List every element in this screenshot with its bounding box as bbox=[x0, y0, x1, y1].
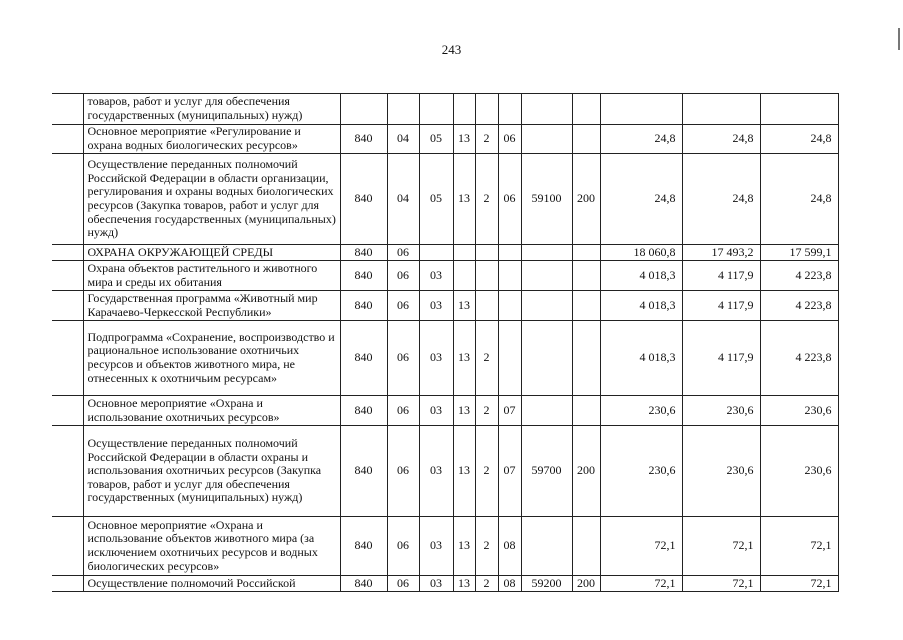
cell-podrazdel: 03 bbox=[419, 291, 453, 321]
cell-margin bbox=[52, 576, 83, 592]
cell-target-subprogram: 2 bbox=[475, 517, 498, 576]
cell-podrazdel: 03 bbox=[419, 396, 453, 426]
cell-target-direction bbox=[521, 94, 572, 125]
cell-amount-2: 24,8 bbox=[682, 125, 760, 154]
cell-expense-type bbox=[572, 291, 600, 321]
cell-amount-3: 72,1 bbox=[760, 517, 838, 576]
cell-target-program: 13 bbox=[453, 291, 475, 321]
cell-target-event bbox=[498, 291, 521, 321]
cell-target-event bbox=[498, 261, 521, 291]
cell-target-subprogram bbox=[475, 245, 498, 261]
cell-expense-type bbox=[572, 321, 600, 396]
table-row bbox=[52, 261, 838, 291]
cell-target-program: 13 bbox=[453, 517, 475, 576]
cell-razdel: 06 bbox=[387, 426, 419, 517]
cell-target-program: 13 bbox=[453, 154, 475, 245]
table-row bbox=[52, 154, 838, 245]
cell-amount-2: 72,1 bbox=[682, 517, 760, 576]
cell-expense-type: 200 bbox=[572, 154, 600, 245]
cell-razdel: 06 bbox=[387, 576, 419, 592]
cell-amount-3: 72,1 bbox=[760, 576, 838, 592]
cell-target-direction: 59700 bbox=[521, 426, 572, 517]
cell-margin bbox=[52, 291, 83, 321]
cell-amount-2: 24,8 bbox=[682, 154, 760, 245]
cell-amount-2: 4 117,9 bbox=[682, 321, 760, 396]
cell-margin bbox=[52, 125, 83, 154]
table-row bbox=[52, 245, 838, 261]
cell-target-program: 13 bbox=[453, 426, 475, 517]
cell-name: Подпрограмма «Сохранение, воспроизводство и рациональное использование охотничьих ресурсов и объектов животного мира, не отнесенных к охотничьим ресурсам» bbox=[83, 321, 340, 396]
cell-expense-type bbox=[572, 94, 600, 125]
cell-glava: 840 bbox=[340, 576, 387, 592]
cell-amount-3: 4 223,8 bbox=[760, 291, 838, 321]
cell-razdel bbox=[387, 94, 419, 125]
cell-name: товаров, работ и услуг для обеспечения государственных (муниципальных) нужд) bbox=[83, 94, 340, 125]
cell-target-direction bbox=[521, 291, 572, 321]
cell-expense-type bbox=[572, 517, 600, 576]
cell-target-event: 07 bbox=[498, 426, 521, 517]
cell-target-direction: 59100 bbox=[521, 154, 572, 245]
table-row bbox=[52, 426, 838, 517]
cell-target-subprogram: 2 bbox=[475, 426, 498, 517]
cell-target-subprogram bbox=[475, 291, 498, 321]
cell-amount-1: 24,8 bbox=[600, 154, 682, 245]
cell-amount-1: 72,1 bbox=[600, 517, 682, 576]
cell-amount-2: 4 117,9 bbox=[682, 261, 760, 291]
cell-glava: 840 bbox=[340, 517, 387, 576]
cell-name: ОХРАНА ОКРУЖАЮЩЕЙ СРЕДЫ bbox=[83, 245, 340, 261]
cell-expense-type bbox=[572, 261, 600, 291]
cell-razdel: 06 bbox=[387, 291, 419, 321]
cell-name: Основное мероприятие «Охрана и использование охотничьих ресурсов» bbox=[83, 396, 340, 426]
cell-glava: 840 bbox=[340, 396, 387, 426]
cell-target-event: 06 bbox=[498, 125, 521, 154]
cell-razdel: 06 bbox=[387, 517, 419, 576]
cell-margin bbox=[52, 321, 83, 396]
cell-target-program: 13 bbox=[453, 321, 475, 396]
cell-podrazdel: 03 bbox=[419, 517, 453, 576]
cell-expense-type bbox=[572, 245, 600, 261]
cell-target-subprogram: 2 bbox=[475, 321, 498, 396]
cell-podrazdel: 03 bbox=[419, 261, 453, 291]
cell-target-program: 13 bbox=[453, 125, 475, 154]
cell-target-direction bbox=[521, 125, 572, 154]
cell-target-program bbox=[453, 94, 475, 125]
cell-amount-3: 4 223,8 bbox=[760, 321, 838, 396]
cell-margin bbox=[52, 396, 83, 426]
table-row bbox=[52, 396, 838, 426]
cell-amount-3: 4 223,8 bbox=[760, 261, 838, 291]
budget-table-container bbox=[52, 93, 839, 592]
cell-amount-3: 17 599,1 bbox=[760, 245, 838, 261]
cell-razdel: 04 bbox=[387, 154, 419, 245]
cell-target-direction bbox=[521, 245, 572, 261]
cell-podrazdel: 03 bbox=[419, 426, 453, 517]
cell-margin bbox=[52, 245, 83, 261]
cell-target-program bbox=[453, 261, 475, 291]
table-row bbox=[52, 576, 838, 592]
cell-podrazdel: 03 bbox=[419, 576, 453, 592]
cell-amount-2: 4 117,9 bbox=[682, 291, 760, 321]
table-row bbox=[52, 94, 838, 125]
cell-name: Осуществление полномочий Российской bbox=[83, 576, 340, 592]
cell-amount-1 bbox=[600, 94, 682, 125]
cell-name: Основное мероприятие «Охрана и использование объектов животного мира (за исключением охотничьих ресурсов и водных биологических ресурсов» bbox=[83, 517, 340, 576]
cell-name: Охрана объектов растительного и животного мира и среды их обитания bbox=[83, 261, 340, 291]
cell-target-subprogram: 2 bbox=[475, 576, 498, 592]
cell-target-event bbox=[498, 94, 521, 125]
cell-amount-3: 230,6 bbox=[760, 426, 838, 517]
cell-amount-3 bbox=[760, 94, 838, 125]
cell-target-event: 08 bbox=[498, 576, 521, 592]
cell-target-direction bbox=[521, 321, 572, 396]
cell-target-subprogram: 2 bbox=[475, 396, 498, 426]
cell-razdel: 06 bbox=[387, 396, 419, 426]
cell-podrazdel: 03 bbox=[419, 321, 453, 396]
cell-target-program: 13 bbox=[453, 576, 475, 592]
cell-glava: 840 bbox=[340, 154, 387, 245]
cell-amount-1: 4 018,3 bbox=[600, 321, 682, 396]
cell-amount-1: 72,1 bbox=[600, 576, 682, 592]
cell-razdel: 06 bbox=[387, 261, 419, 291]
cell-amount-1: 230,6 bbox=[600, 396, 682, 426]
cell-glava: 840 bbox=[340, 321, 387, 396]
cell-expense-type: 200 bbox=[572, 576, 600, 592]
cell-razdel: 06 bbox=[387, 321, 419, 396]
cell-podrazdel bbox=[419, 245, 453, 261]
cell-glava: 840 bbox=[340, 245, 387, 261]
page-number: 243 bbox=[441, 42, 462, 57]
cell-margin bbox=[52, 517, 83, 576]
cell-target-event: 08 bbox=[498, 517, 521, 576]
cell-name: Государственная программа «Животный мир Карачаево-Черкесской Республики» bbox=[83, 291, 340, 321]
cell-expense-type bbox=[572, 396, 600, 426]
cell-glava bbox=[340, 94, 387, 125]
cell-name: Осуществление переданных полномочий Российской Федерации в области охраны и использования охотничьих ресурсов (Закупка товаров, работ и услуг для обеспечения государственных (муниципальных) нужд) bbox=[83, 426, 340, 517]
cell-podrazdel: 05 bbox=[419, 154, 453, 245]
cell-amount-3: 230,6 bbox=[760, 396, 838, 426]
cell-target-direction bbox=[521, 517, 572, 576]
cell-podrazdel bbox=[419, 94, 453, 125]
cell-target-direction bbox=[521, 396, 572, 426]
table-body bbox=[52, 94, 838, 592]
table-row bbox=[52, 125, 838, 154]
cell-target-direction: 59200 bbox=[521, 576, 572, 592]
cell-target-event: 07 bbox=[498, 396, 521, 426]
cell-margin bbox=[52, 154, 83, 245]
cell-glava: 840 bbox=[340, 261, 387, 291]
cell-amount-1: 230,6 bbox=[600, 426, 682, 517]
cell-target-program: 13 bbox=[453, 396, 475, 426]
cell-target-subprogram: 2 bbox=[475, 125, 498, 154]
cell-amount-2: 17 493,2 bbox=[682, 245, 760, 261]
cell-target-event bbox=[498, 321, 521, 396]
cell-amount-2 bbox=[682, 94, 760, 125]
cell-glava: 840 bbox=[340, 291, 387, 321]
cell-glava: 840 bbox=[340, 426, 387, 517]
cell-amount-1: 24,8 bbox=[600, 125, 682, 154]
table-row bbox=[52, 291, 838, 321]
cell-target-event bbox=[498, 245, 521, 261]
cell-podrazdel: 05 bbox=[419, 125, 453, 154]
cell-razdel: 06 bbox=[387, 245, 419, 261]
cell-amount-3: 24,8 bbox=[760, 154, 838, 245]
cell-margin bbox=[52, 426, 83, 517]
cell-name: Основное мероприятие «Регулирование и охрана водных биологических ресурсов» bbox=[83, 125, 340, 154]
cell-margin bbox=[52, 261, 83, 291]
cell-amount-2: 72,1 bbox=[682, 576, 760, 592]
table-row bbox=[52, 321, 838, 396]
cell-target-event: 06 bbox=[498, 154, 521, 245]
cell-glava: 840 bbox=[340, 125, 387, 154]
cell-name: Осуществление переданных полномочий Российской Федерации в области организации, регулирования и охраны водных биологических ресурсов (Закупка товаров, работ и услуг для обеспечения государственных (муниципальных) нужд) bbox=[83, 154, 340, 245]
cell-target-program bbox=[453, 245, 475, 261]
cell-amount-2: 230,6 bbox=[682, 396, 760, 426]
cell-target-subprogram bbox=[475, 261, 498, 291]
cell-amount-3: 24,8 bbox=[760, 125, 838, 154]
cell-target-subprogram: 2 bbox=[475, 154, 498, 245]
cell-razdel: 04 bbox=[387, 125, 419, 154]
cell-amount-1: 18 060,8 bbox=[600, 245, 682, 261]
table-row bbox=[52, 517, 838, 576]
page-edge-mark bbox=[898, 28, 900, 50]
cell-expense-type: 200 bbox=[572, 426, 600, 517]
budget-table bbox=[52, 93, 839, 592]
cell-expense-type bbox=[572, 125, 600, 154]
cell-target-subprogram bbox=[475, 94, 498, 125]
cell-amount-1: 4 018,3 bbox=[600, 261, 682, 291]
cell-target-direction bbox=[521, 261, 572, 291]
cell-margin bbox=[52, 94, 83, 125]
cell-amount-2: 230,6 bbox=[682, 426, 760, 517]
cell-amount-1: 4 018,3 bbox=[600, 291, 682, 321]
